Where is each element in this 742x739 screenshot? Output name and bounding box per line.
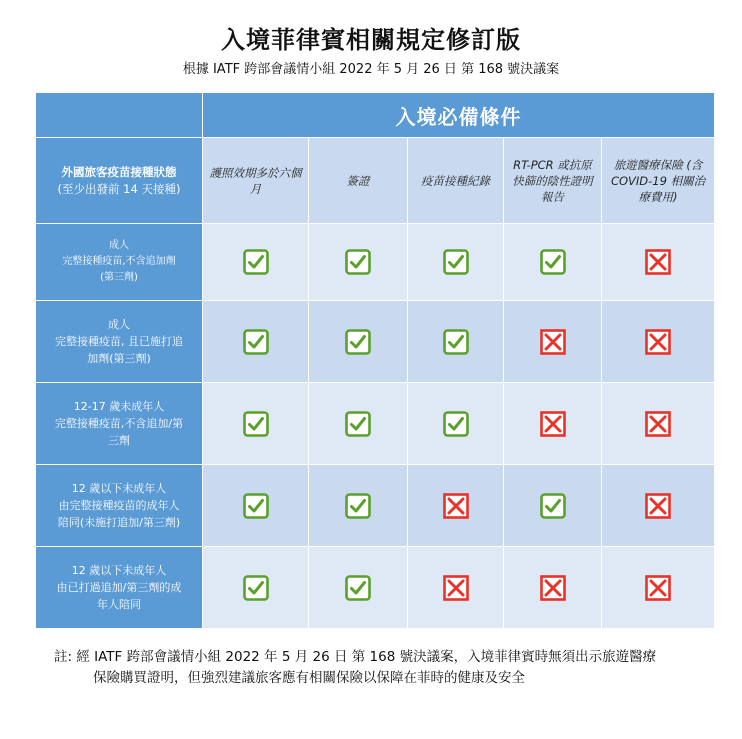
check-box-icon bbox=[243, 411, 269, 437]
column-header-test-report: RT-PCR 或抗原快篩的陰性證明報告 bbox=[504, 138, 602, 224]
cross-box-icon bbox=[645, 575, 671, 601]
cell-vaccine-record bbox=[408, 224, 504, 301]
check-box-icon bbox=[345, 411, 371, 437]
table-body bbox=[36, 224, 715, 629]
cell-passport bbox=[203, 465, 309, 547]
cell-vaccine-record bbox=[408, 301, 504, 383]
cell-vaccine-record bbox=[408, 465, 504, 547]
check-box-icon bbox=[243, 493, 269, 519]
row-label bbox=[36, 547, 203, 629]
footnote bbox=[54, 647, 714, 689]
check-box-icon bbox=[345, 249, 371, 275]
cell-insurance bbox=[602, 383, 715, 465]
check-box-icon bbox=[443, 249, 469, 275]
check-box-icon bbox=[345, 575, 371, 601]
header-corner bbox=[36, 93, 203, 138]
column-header-visa: 簽證 bbox=[309, 138, 408, 224]
cross-box-icon bbox=[645, 329, 671, 355]
row-label-line: 12 歲以下未成年人 bbox=[71, 482, 167, 495]
column-header-insurance: 旅遊醫療保險 (含 COVID-19 相關治療費用) bbox=[602, 138, 715, 224]
column-header-vaccine-record: 疫苗接種紀錄 bbox=[408, 138, 504, 224]
check-box-icon bbox=[345, 329, 371, 355]
status-header-line2: (至少出發前 14 天接種) bbox=[57, 181, 181, 196]
cell-insurance bbox=[602, 547, 715, 629]
page-subtitle: 根據 IATF 跨部會議情小組 2022 年 5 月 26 日 第 168 號決議案 bbox=[182, 62, 560, 77]
cell-visa bbox=[309, 224, 408, 301]
row-label-line: 成人 bbox=[108, 318, 130, 331]
cross-box-icon bbox=[443, 575, 469, 601]
cell-visa bbox=[309, 465, 408, 547]
row-label-line: 完整接種疫苗,不含追加/第 bbox=[54, 417, 184, 430]
row-label-line: 完整接種疫苗, 且已施打追 bbox=[55, 335, 183, 348]
cross-box-icon bbox=[645, 411, 671, 437]
row-label-line: 三劑 bbox=[108, 434, 130, 447]
check-box-icon bbox=[345, 493, 371, 519]
row-label-line: (第三劑) bbox=[100, 272, 138, 283]
cross-box-icon bbox=[645, 249, 671, 275]
check-box-icon bbox=[243, 575, 269, 601]
cell-vaccine-record bbox=[408, 547, 504, 629]
cell-test-report bbox=[504, 547, 602, 629]
table-row bbox=[36, 224, 715, 301]
cell-insurance bbox=[602, 465, 715, 547]
cross-box-icon bbox=[443, 493, 469, 519]
row-label-line: 成人 bbox=[109, 240, 129, 251]
requirements-table bbox=[35, 92, 715, 629]
cell-passport bbox=[203, 301, 309, 383]
cell-insurance bbox=[602, 224, 715, 301]
cell-vaccine-record bbox=[408, 383, 504, 465]
check-box-icon bbox=[443, 411, 469, 437]
table-row bbox=[36, 465, 715, 547]
cell-visa bbox=[309, 383, 408, 465]
status-header bbox=[36, 138, 203, 224]
main-header-row bbox=[36, 93, 715, 138]
row-label-line: 由完整接種疫苗的成年人 bbox=[58, 499, 180, 512]
cell-passport bbox=[203, 383, 309, 465]
row-label-line: 完整接種疫苗,不含追加劑 bbox=[62, 256, 176, 267]
row-label-line: 加劑(第三劑) bbox=[87, 352, 151, 365]
cell-test-report bbox=[504, 224, 602, 301]
cell-passport bbox=[203, 547, 309, 629]
row-label bbox=[36, 224, 203, 301]
footnote-line1: 註: 經 IATF 跨部會議情小組 2022 年 5 月 26 日 第 168 號決議案，入境菲律賓時無須出示旅遊醫療 bbox=[54, 649, 657, 665]
cross-box-icon bbox=[645, 493, 671, 519]
row-label-line: 12 歲以下未成年人 bbox=[71, 564, 167, 577]
footnote-line2: 保險購買證明，但強烈建議旅客應有相關保險以保障在菲時的健康及安全 bbox=[93, 670, 525, 686]
cross-box-icon bbox=[540, 329, 566, 355]
check-box-icon bbox=[243, 249, 269, 275]
column-header-row bbox=[36, 138, 715, 224]
cell-test-report bbox=[504, 383, 602, 465]
cross-box-icon bbox=[540, 411, 566, 437]
check-box-icon bbox=[540, 249, 566, 275]
table-row bbox=[36, 301, 715, 383]
row-label-line: 陪同(未施打追加/第三劑) bbox=[57, 516, 181, 529]
status-header-line1: 外國旅客疫苗接種狀態 bbox=[61, 164, 177, 179]
table-row bbox=[36, 383, 715, 465]
cell-test-report bbox=[504, 465, 602, 547]
cell-insurance bbox=[602, 301, 715, 383]
table-row bbox=[36, 547, 715, 629]
row-label bbox=[36, 301, 203, 383]
row-label-line: 由已打過追加/第三劑的成 bbox=[56, 581, 182, 594]
row-label bbox=[36, 383, 203, 465]
page-title: 入境菲律賓相關規定修訂版 bbox=[221, 26, 521, 54]
cell-visa bbox=[309, 547, 408, 629]
cell-test-report bbox=[504, 301, 602, 383]
cross-box-icon bbox=[540, 575, 566, 601]
check-box-icon bbox=[540, 493, 566, 519]
row-label-line: 年人陪同 bbox=[97, 598, 141, 611]
row-label-line: 12-17 歲未成年人 bbox=[73, 400, 165, 413]
check-box-icon bbox=[443, 329, 469, 355]
main-header: 入境必備條件 bbox=[203, 93, 715, 138]
column-header-passport: 護照效期多於六個月 bbox=[203, 138, 309, 224]
cell-visa bbox=[309, 301, 408, 383]
row-label bbox=[36, 465, 203, 547]
check-box-icon bbox=[243, 329, 269, 355]
cell-passport bbox=[203, 224, 309, 301]
